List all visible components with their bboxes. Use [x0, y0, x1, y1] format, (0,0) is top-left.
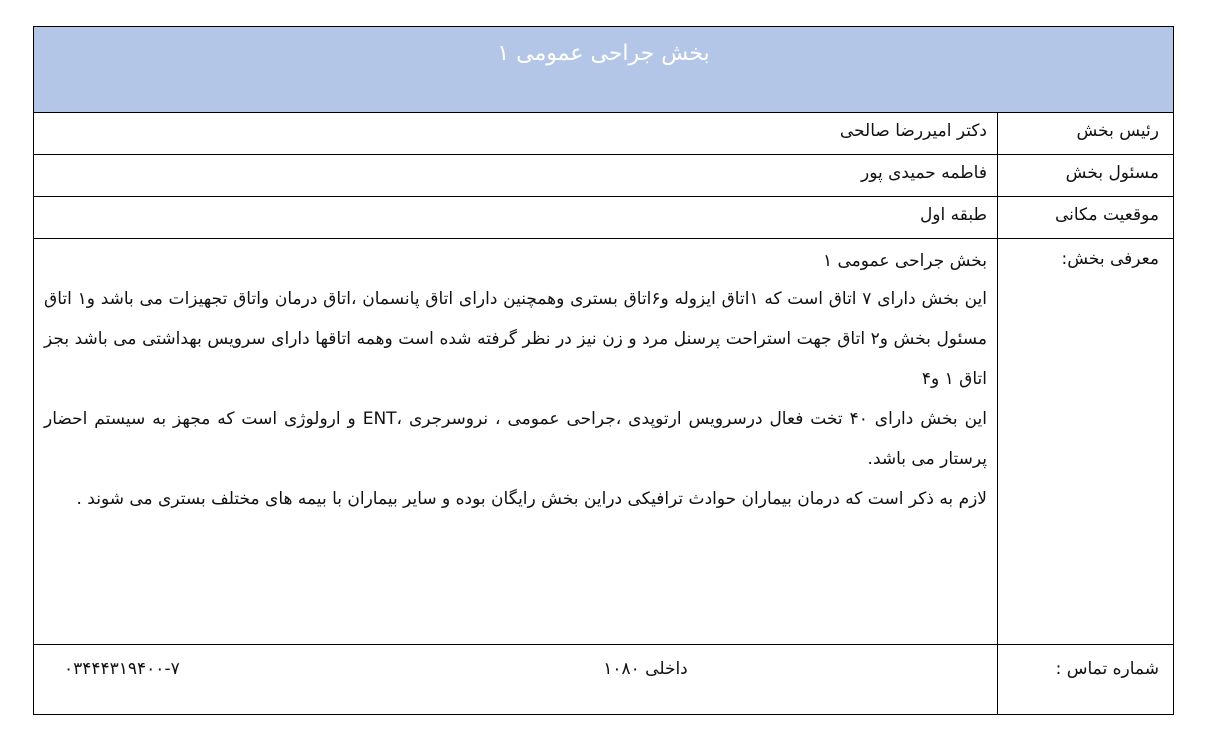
value-location: طبقه اول — [919, 205, 987, 225]
value-department-manager: فاطمه حمیدی پور — [860, 163, 987, 183]
intro-title: بخش جراحی عمومی ۱ — [822, 251, 987, 271]
contact-extension: داخلی ۱۰۸۰ — [603, 659, 688, 679]
row-department-manager — [34, 155, 1173, 197]
department-title: بخش جراحی عمومی ۱ — [497, 41, 710, 66]
row-introduction — [34, 239, 1173, 645]
intro-paragraph-insurance: لازم به ذکر است که درمان بیماران حوادث ترافیکی دراین بخش رایگان بوده و سایر بیماران با بیمه های مختلف بستری می شوند . — [76, 489, 987, 509]
table-header — [34, 27, 1173, 113]
value-contact — [34, 645, 997, 714]
label-introduction: معرفی بخش: — [997, 239, 1173, 644]
label-department-manager: مسئول بخش — [997, 155, 1173, 196]
label-contact: شماره تماس : — [997, 645, 1173, 714]
row-department-head — [34, 113, 1173, 155]
intro-paragraph-rooms: این بخش دارای ۷ اتاق است که ۱اتاق ایزوله و۶اتاق بستری وهمچنین دارای اتاق پانسمان ،اتاق درمان واتاق تجهیزات می باشد و۱ اتاق مسئول بخش و۲ اتاق جهت استراحت پرسنل مرد و زن نیز در نظر گرفته شده است وهمه اتاقها دارای سرویس بهداشتی می باشد بجز اتاق ۱ و۴ — [44, 289, 988, 389]
contact-phone: ۰۳۴۴۴۳۱۹۴۰۰-۷ — [64, 659, 180, 679]
row-contact — [34, 645, 1173, 714]
label-location: موقعیت مکانی — [997, 197, 1173, 238]
row-location — [34, 197, 1173, 239]
label-department-head: رئیس بخش — [997, 113, 1173, 154]
department-info-table — [33, 26, 1174, 715]
value-department-head: دکتر امیررضا صالحی — [839, 121, 987, 141]
intro-paragraph-beds: این بخش دارای ۴۰ تخت فعال درسرویس ارتوپدی ،جراحی عمومی ، نروسرجری ،ENT و ارولوژی است که مجهز به سیستم احضار پرستار می باشد. — [44, 409, 987, 469]
value-introduction — [34, 239, 997, 644]
